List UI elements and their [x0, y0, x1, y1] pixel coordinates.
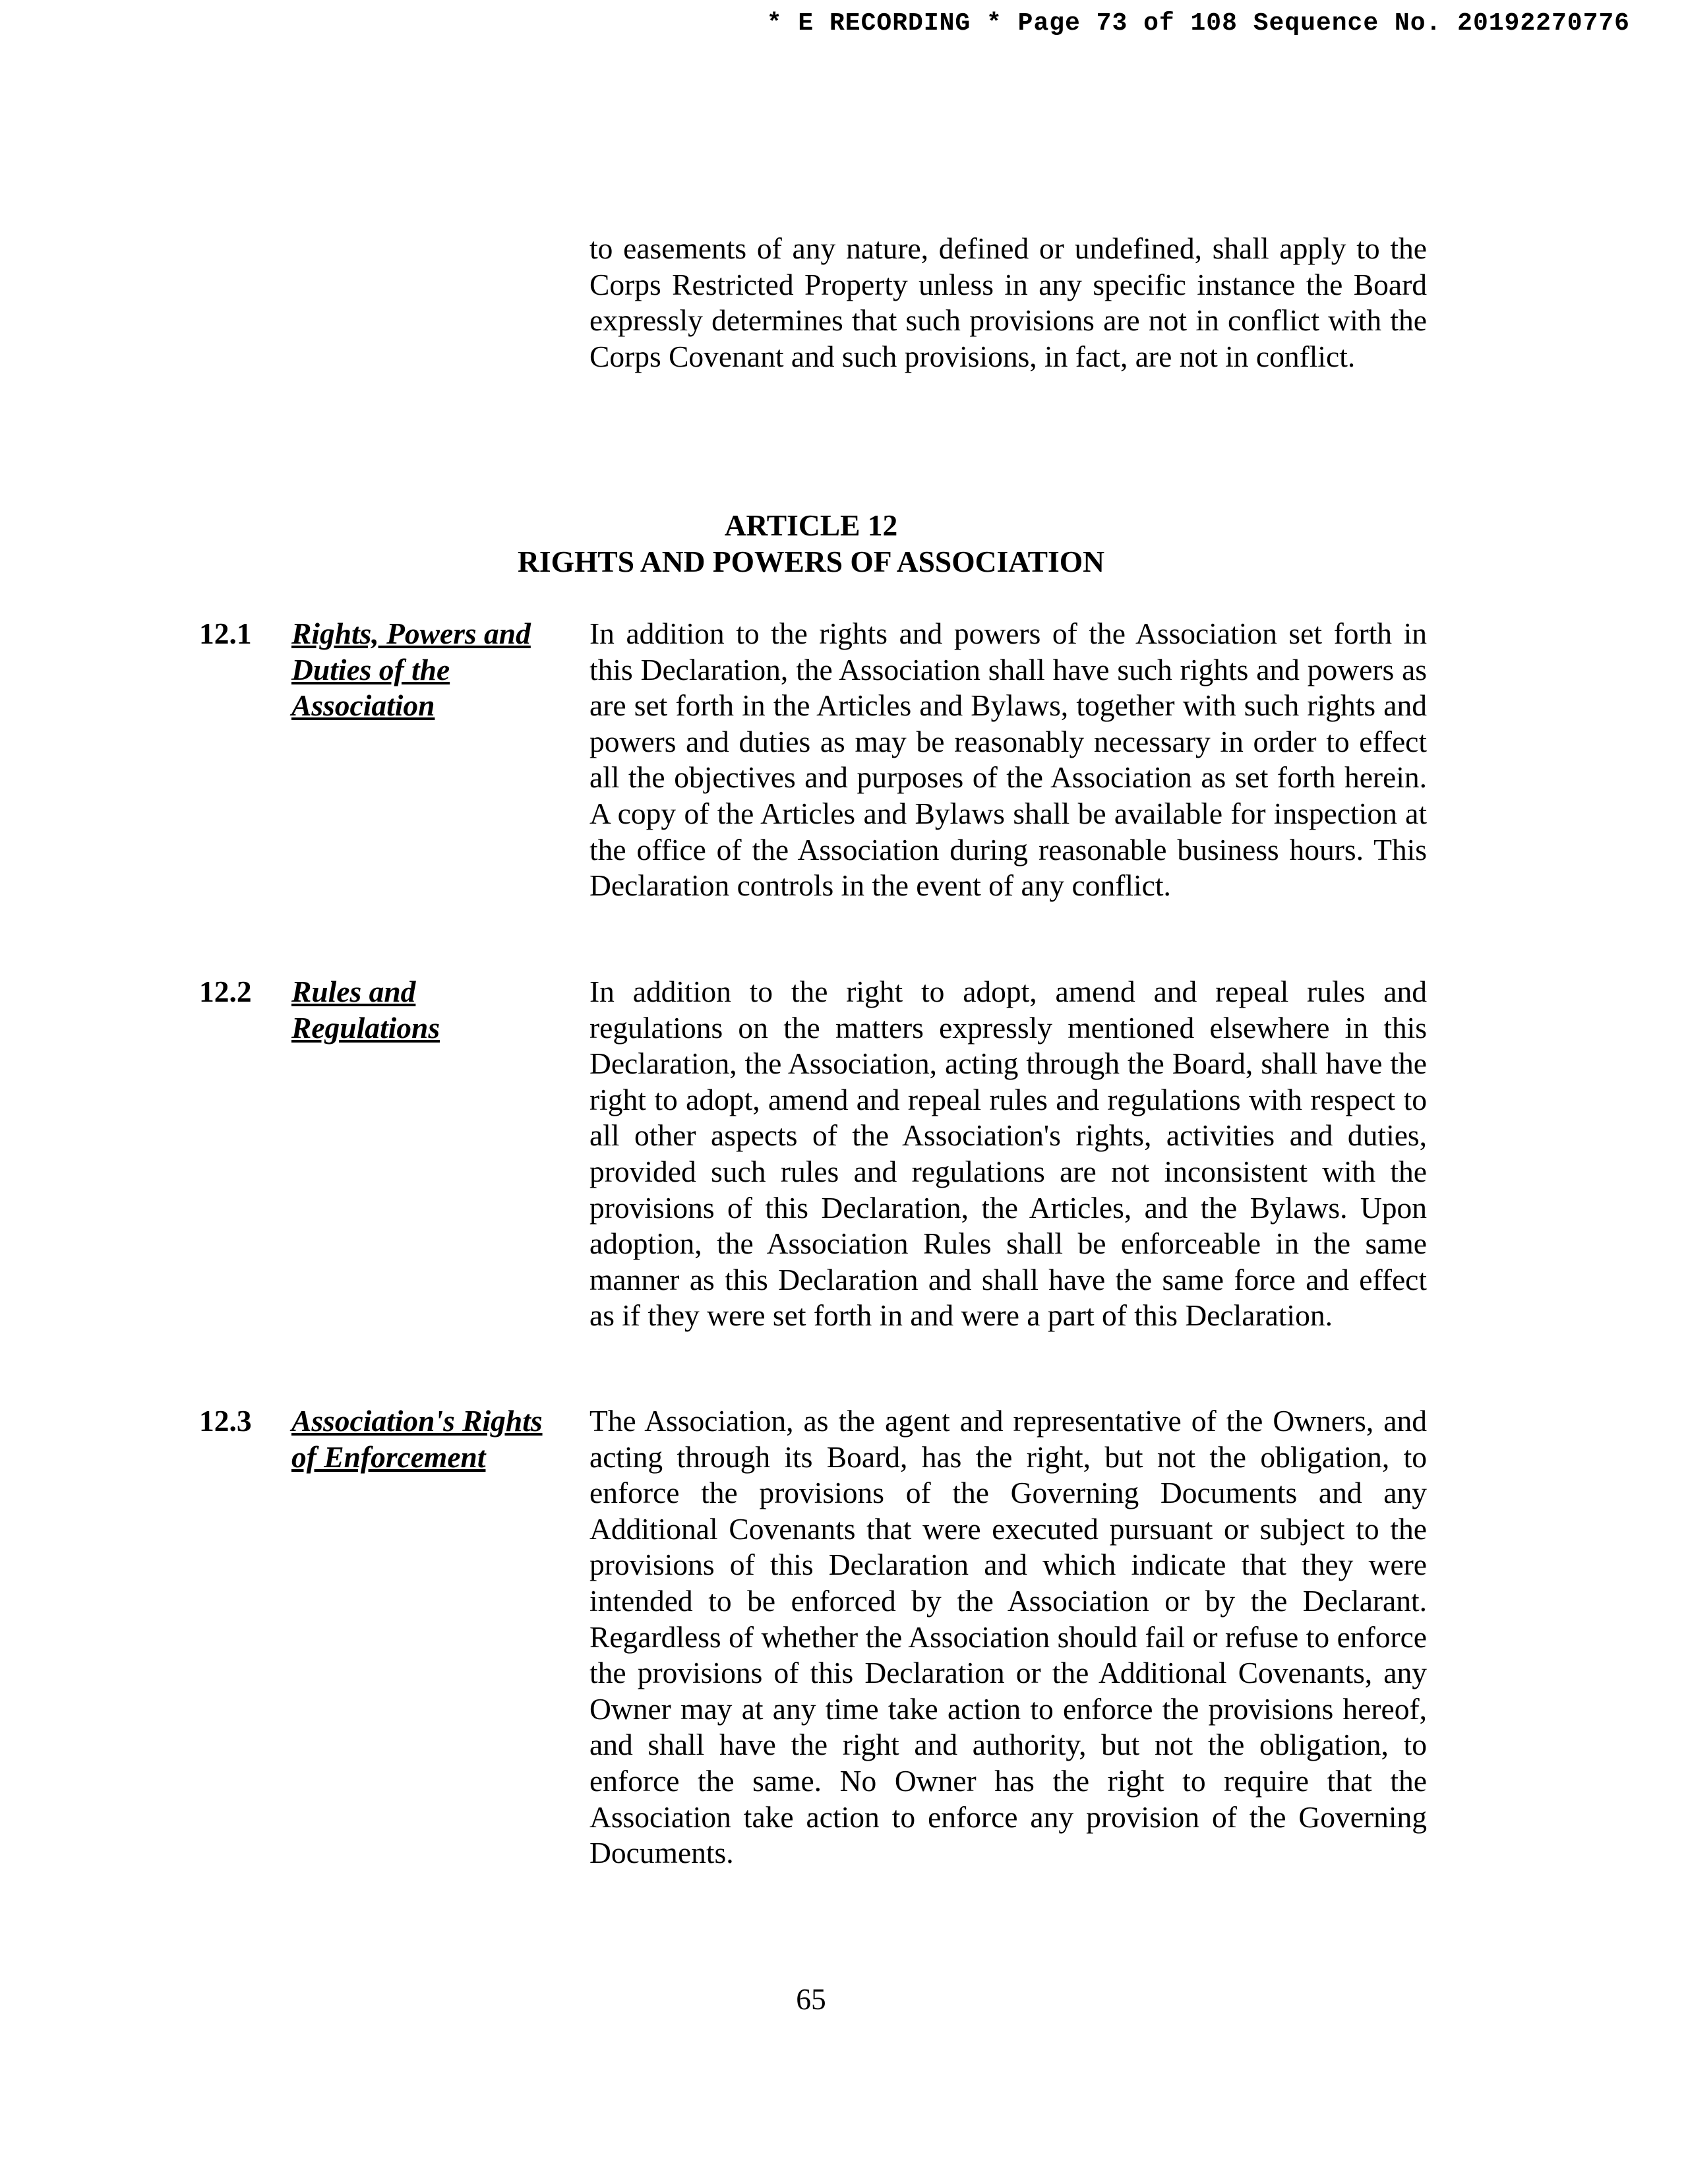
- article-heading: [0, 508, 1622, 580]
- section-title: Rules and Regulations: [291, 975, 440, 1045]
- intro-paragraph: to easements of any nature, defined or undefined, shall apply to the Corps Restricted Property unless in any specific instance the Board expressly determines that such provisions are not in conflict with the Corps Covenant and such provisions, in fact, are not in conflict.: [589, 231, 1427, 373]
- section-title: Rights, Powers and Duties of the Association: [291, 617, 531, 723]
- section-number: 12.2: [199, 975, 252, 1008]
- article-number: ARTICLE 12: [724, 508, 898, 542]
- section-body: The Association, as the agent and representative of the Owners, and acting through its Board, has the right, but not the obligation, to enforce the provisions of the Governing Documents and any Additional Covenants that were executed pursuant or subject to the provisions of this Declaration and which indicate that they were intended to be enforced by the Association or by the Declarant. Regardless of whether the Association should fail or refuse to enforce the provisions of this Declaration or the Additional Covenants, any Owner may at any time take action to enforce the provisions hereof, and shall have the right and authority, but not the obligation, to enforce the same. No Owner has the right to require that the Association take action to enforce any provision of the Governing Documents.: [589, 1404, 1427, 1870]
- page-number: 65: [796, 1982, 826, 2016]
- article-title: RIGHTS AND POWERS OF ASSOCIATION: [518, 544, 1104, 578]
- section-body: In addition to the right to adopt, amend and repeal rules and regulations on the matters expressly mentioned elsewhere in this Declaration, the Association, acting through the Board, shall have the right to adopt, amend and repeal rules and regulations with respect to all other aspects of the Association's rights, activities and duties, provided such rules and regulations are not inconsistent with the provisions of this Declaration, the Articles, and the Bylaws. Upon adoption, the Association Rules shall be enforceable in the same manner as this Declaration and shall have the same force and effect as if they were set forth in and were a part of this Declaration.: [589, 975, 1427, 1333]
- section-title: Association's Rights of Enforcement: [291, 1404, 543, 1474]
- recording-header: * E RECORDING * Page 73 of 108 Sequence No. 20192270776: [766, 9, 1630, 38]
- section-number: 12.1: [199, 617, 252, 650]
- section-number: 12.3: [199, 1404, 252, 1438]
- section-body: In addition to the rights and powers of the Association set forth in this Declaration, the Association shall have such rights and powers as are set forth in the Articles and Bylaws, together with such rights and powers and duties as may be reasonably necessary in order to effect all the objectives and purposes of the Association as set forth herein. A copy of the Articles and Bylaws shall be available for inspection at the office of the Association during reasonable business hours. This Declaration controls in the event of any conflict.: [589, 617, 1427, 903]
